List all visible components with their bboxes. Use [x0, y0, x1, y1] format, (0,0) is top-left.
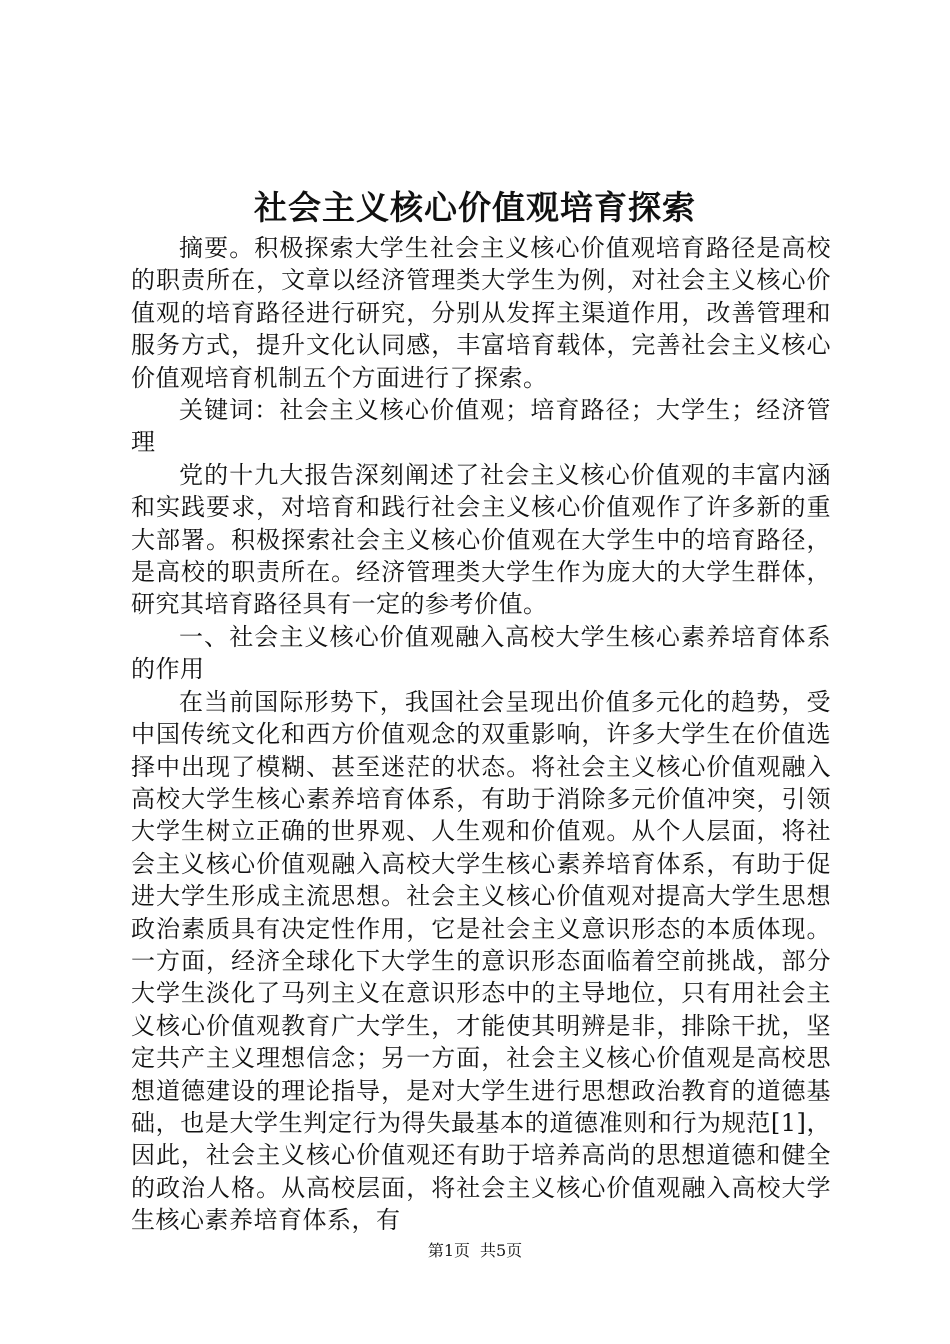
body-paragraph: 在当前国际形势下，我国社会呈现出价值多元化的趋势，受中国传统文化和西方价值观念的双重影响，许多大学生在价值选择中出现了模糊、甚至迷茫的状态。将社会主义核心价值观融入高校大学生核心素养培育体系，有助于消除多元价值冲突，引领大学生树立正确的世界观、人生观和价值观。从个人层面，将社会主义核心价值观融入高校大学生核心素养培育体系，有助于促进大学生形成主流思想。社会主义核心价值观对提高大学生思想政治素质具有决定性作用，它是社会主义意识形态的本质体现。一方面，经济全球化下大学生的意识形态面临着空前挑战，部分大学生淡化了马列主义在意识形态中的主导地位，只有用社会主义核心价值观教育广大学生，才能使其明辨是非，排除干扰，坚定共产主义理想信念；另一方面，社会主义核心价值观是高校思想道德建设的理论指导，是对大学生进行思想政治教育的道德基础，也是大学生判定行为得失最基本的道德准则和行为规范[1]，因此，社会主义核心价值观还有助于培养高尚的思想道德和健全的政治人格。从高校层面，将社会主义核心价值观融入高校大学生核心素养培育体系，有: [131, 687, 831, 1235]
section-heading: 一、社会主义核心价值观融入高校大学生核心素养培育体系的作用: [131, 622, 831, 684]
page-number: 第1页: [427, 1241, 470, 1260]
keywords-paragraph: 关键词：社会主义核心价值观；培育路径；大学生；经济管理: [131, 396, 831, 457]
document-body: [131, 232, 831, 1237]
page-total: 共5页: [480, 1241, 523, 1260]
document-title: 社会主义核心价值观培育探索: [254, 188, 696, 227]
page-footer: [0, 1239, 950, 1263]
intro-paragraph: 党的十九大报告深刻阐述了社会主义核心价值观的丰富内涵和实践要求，对培育和践行社会主义核心价值观作了许多新的重大部署。积极探索社会主义核心价值观在大学生中的培育路径，是高校的职责所在。经济管理类大学生作为庞大的大学生群体，研究其培育路径具有一定的参考价值。: [131, 460, 831, 619]
abstract-paragraph: 摘要。积极探索大学生社会主义核心价值观培育路径是高校的职责所在，文章以经济管理类大学生为例，对社会主义核心价值观的培育路径进行研究，分别从发挥主渠道作用，改善管理和服务方式，提升文化认同感，丰富培育载体，完善社会主义核心价值观培育机制五个方面进行了探索。: [131, 234, 831, 392]
